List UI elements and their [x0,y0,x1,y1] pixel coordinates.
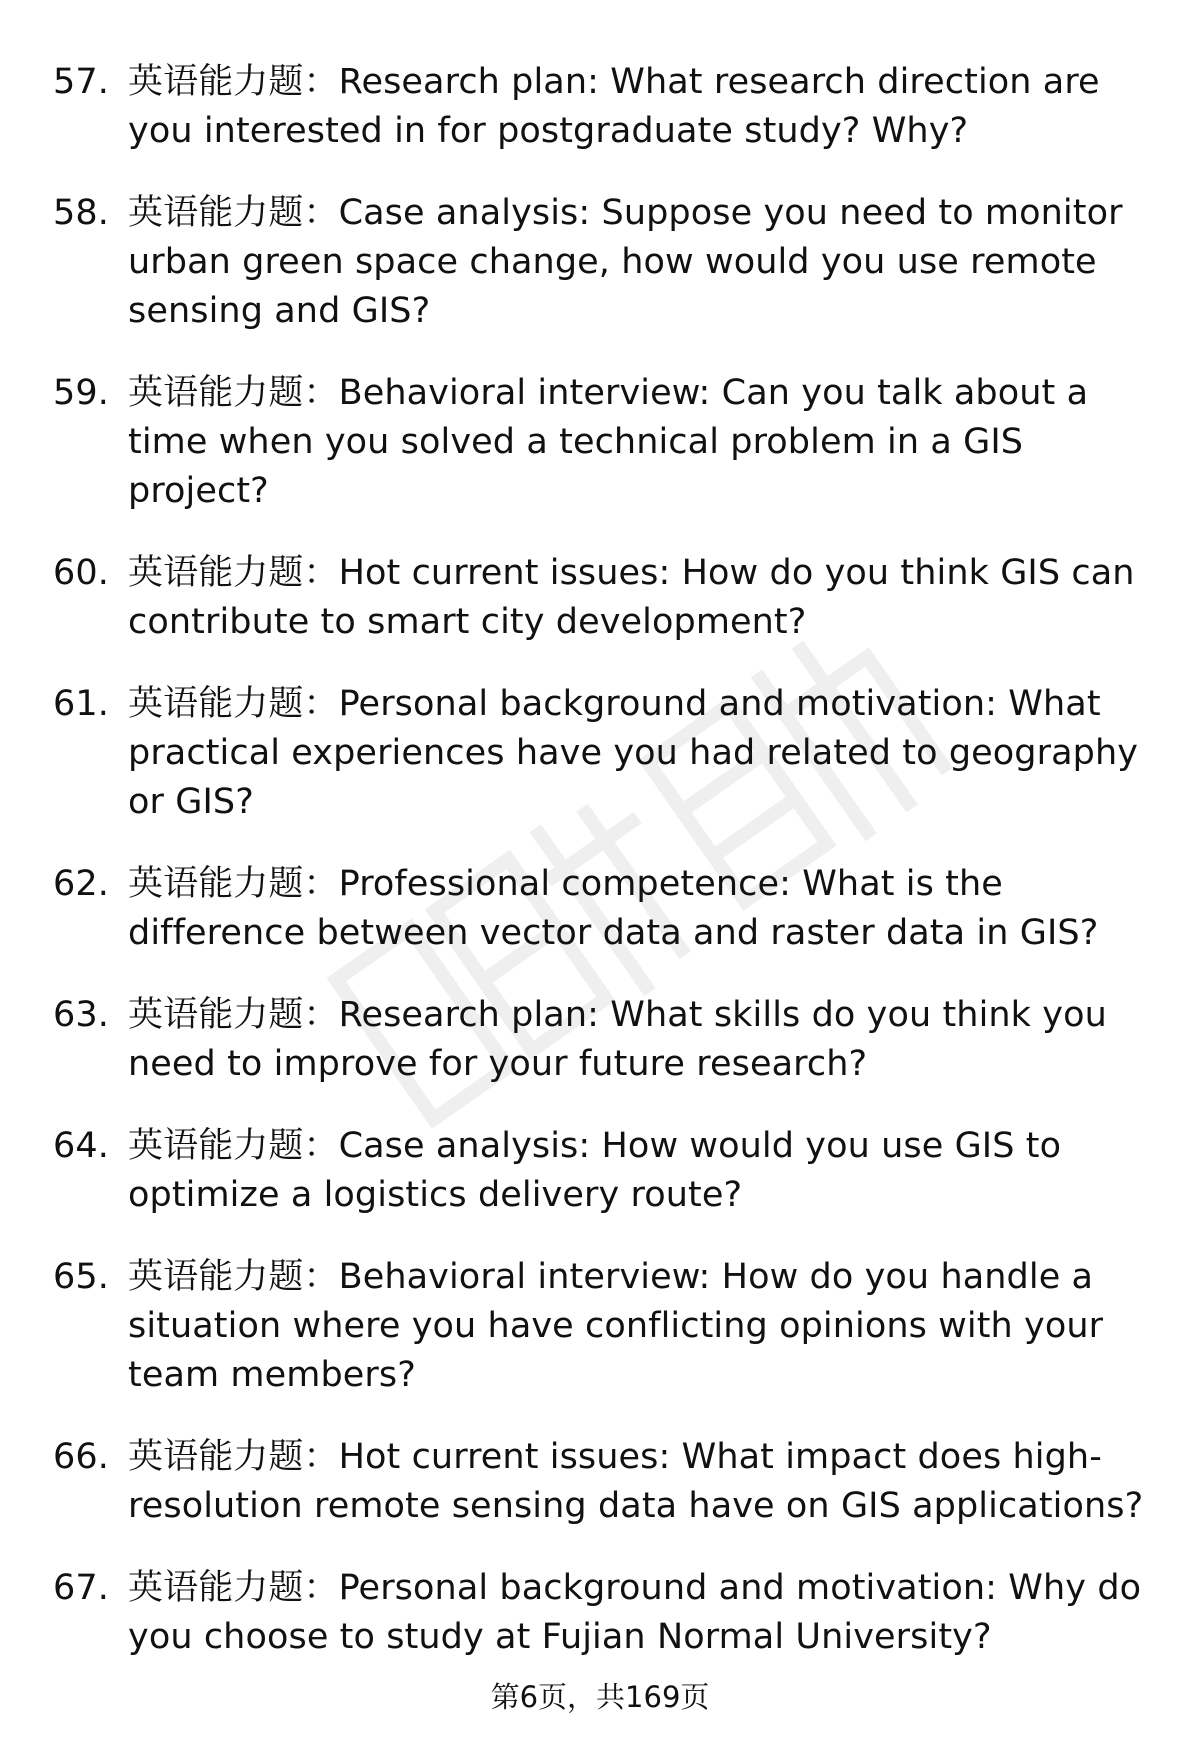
question-number: 67. [53,1568,109,1608]
question-number: 63. [53,995,109,1035]
question-text: 英语能力题：Personal background and motivation: What practical experiences have you had related to geography or GIS? [128,684,1139,822]
question-text: 英语能力题：Hot current issues: What impact does high-resolution remote sensing data have on GIS applications? [128,1437,1144,1526]
question-text: 英语能力题：Hot current issues: How do you think GIS can contribute to smart city development? [128,553,1135,642]
question-number: 65. [53,1257,109,1297]
question-number: 61. [53,684,109,724]
question-text: 英语能力题：Behavioral interview: Can you talk about a time when you solved a technical problem in a GIS project? [128,373,1089,511]
question-number: 64. [53,1126,109,1166]
question-number: 60. [53,553,109,593]
list-item [0,1564,1200,1662]
list-item [0,1433,1200,1531]
question-text: 英语能力题：Professional competence: What is the difference between vector data and raster data in GIS? [128,864,1099,953]
list-item [0,369,1200,516]
list-item [0,1253,1200,1400]
page-footer: 第6页，共169页 [490,1680,710,1714]
question-text: 英语能力题：Case analysis: Suppose you need to monitor urban green space change, how would you use remote sensing and GIS? [128,193,1123,331]
list-item [0,680,1200,827]
list-item [0,860,1200,958]
question-number: 59. [53,373,109,413]
question-text: 英语能力题：Research plan: What skills do you think you need to improve for your future research? [128,995,1107,1084]
list-item [0,58,1200,156]
list-item [0,549,1200,647]
question-text: 英语能力题：Research plan: What research direction are you interested in for postgraduate study? Why? [128,62,1100,151]
question-text: 英语能力题：Personal background and motivation: Why do you choose to study at Fujian Normal University? [128,1568,1142,1657]
question-list [0,58,1200,1695]
question-number: 62. [53,864,109,904]
question-number: 58. [53,193,109,233]
question-text: 英语能力题：Behavioral interview: How do you handle a situation where you have conflicting opinions with your team members? [128,1257,1104,1395]
list-item [0,189,1200,336]
list-item [0,991,1200,1089]
question-text: 英语能力题：Case analysis: How would you use GIS to optimize a logistics delivery route? [128,1126,1062,1215]
question-number: 66. [53,1437,109,1477]
question-number: 57. [53,62,109,102]
list-item [0,1122,1200,1220]
